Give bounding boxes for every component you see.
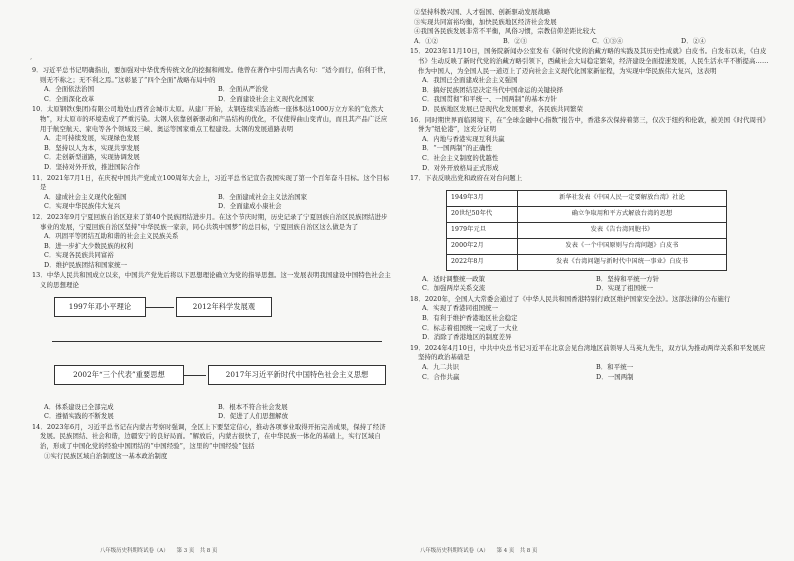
table-cell-year: 2022年8月 (447, 254, 518, 270)
question-11 (32, 174, 392, 212)
option-b: B．全面从严治党 (218, 85, 269, 94)
statement-4: ④我国各民族发展非常不平衡，风俗习惯，宗教信仰差距比较大 (414, 27, 596, 36)
option-a: A．实现了香港同祖国统一 (422, 304, 499, 313)
option-a: A．建成社会主义现代化强国 (44, 192, 127, 201)
table-cell-event: 新华社发表《中国人民一定要解放台湾》社论 (518, 190, 727, 206)
option-c: C．走创新型道路，实现协调发展 (44, 153, 140, 162)
option-c: C．我国贯彻“和平统一、一国两制”的基本方针 (422, 95, 558, 104)
table-row (447, 206, 727, 222)
flow-arrow (146, 307, 174, 308)
option-d: D．坚持对外开放，推进国际合作 (44, 162, 141, 171)
option-b: B．进一步扩大少数民族的权利 (44, 241, 134, 250)
question-stem: 16．同时期世界面临困境下，在“全球金融中心指数”报告中，香港多次保持着第三，仅次于纽约和伦敦，被美国《时代周刊》誉为“纽伦港”，这充分证明 (410, 115, 770, 134)
option-c: C．实现中华民族伟大复兴 (44, 202, 121, 211)
table-row (447, 254, 727, 270)
theory-flow-diagram (32, 291, 392, 403)
question-10 (32, 105, 392, 172)
flow-box-2017: 2017年习近平新时代中国特色社会主义思想 (208, 365, 386, 385)
option-c: C．实现各民族共同富裕 (44, 251, 114, 260)
option-c: C．①③④ (592, 36, 623, 45)
question-stem: 17．下表反映出党和政府在对台问题上 (410, 174, 523, 183)
option-a: A．①② (414, 36, 439, 45)
option-a: A．内地与香港实现互利共赢 (422, 134, 505, 143)
option-a: A．体系建设已全部完成 (44, 402, 114, 411)
flow-box-2002: 2002年“三个代表”重要思想 (54, 365, 184, 385)
table-row (447, 222, 727, 238)
option-c: C．社会主义制度的优越性 (422, 153, 499, 162)
table-cell-event: 发表《一个中国原则与台湾问题》白皮书 (518, 238, 727, 254)
option-d: D．②④ (681, 36, 706, 45)
question-stem: 15．2023年11月10日，国务院新闻办公室发布《新时代党的治藏方略的实践及其历史性成就》白皮书。自发布以来，《白皮书》生动反映了新时代党的治藏方略引领下，西藏社会大局稳定繁荣，经济建设全面提速发展，人民生活水平不断提高……作为中国人，为全国人民一道迈上了迈向社会主义现代化国家新征程，为实现中华民族伟大复兴，这表明 (410, 47, 769, 75)
table-cell-event: 发表《告台湾同胞书》 (518, 222, 727, 238)
option-a: A．走可持续发展，实现绿色发展 (44, 134, 140, 143)
page-mark: , (30, 53, 33, 61)
question-13 (32, 271, 392, 421)
statement-1: ①实行民族区域自治制度这一基本政治制度 (44, 451, 168, 460)
table-cell-year: 1949年3月 (447, 190, 518, 206)
question-19 (410, 344, 770, 382)
option-d: D．促进了人们思想解放 (218, 412, 289, 421)
table-cell-year: 20世纪50年代 (447, 206, 518, 222)
table-cell-event: 发表《台湾问题与新时代中国统一事业》白皮书 (518, 254, 727, 270)
question-14 (32, 423, 392, 461)
table-cell-year: 2000年2月 (447, 238, 518, 254)
option-d: D．实现了祖国统一 (596, 284, 654, 293)
option-d: D．民族地区发展已是现代化发展要求，各民族共同繁荣 (422, 104, 583, 113)
question-stem: 14．2023年6月，习近平总书记在内蒙古考察时强调，全区上下要坚定信心，推动各项事业取得开拓完善成果，保持了经济发展。民族团结、社会和谐，边疆安宁的良好局面。“解放后，内蒙古很快了，在中华民族一体化的基础上，实行区域自治，形成了中国化党的经验中国团结的“中国经验”，这里的“中国经验”包括 (32, 422, 386, 451)
option-d: D．全面建成小康社会 (218, 202, 282, 211)
option-d: D．全面建设社会主义现代化国家 (218, 94, 315, 103)
option-b: B．和平统一 (596, 363, 634, 372)
option-c: C．全面深化改革 (44, 94, 95, 103)
right-column (410, 8, 770, 383)
table-cell-year: 1979年元旦 (447, 222, 518, 238)
question-stem: 9．习近平总书记明确指出，要加强对中华优秀传统文化的挖掘和阐发。他曾在著作中引用古典名句：“适今而行，伯利于世，则无不称之；无不利之焉。”这彰显了“四个全面”战略布局中的 (32, 66, 391, 84)
option-c: C．加强两岸关系交流 (422, 284, 486, 293)
question-stem: 19．2024年4月10日，中共中央总书记习近平在北京会见台湾地区前领导人马英九先生，双方认为推动两岸关系和平发展应坚持的政治基础是 (410, 343, 766, 362)
option-c: C．合作共赢 (422, 372, 460, 381)
taiwan-policy-table (446, 190, 727, 271)
statement-3: ③实现共同富裕均衡，加快民族地区经济社会发展 (414, 17, 557, 26)
option-d: D．一国两制 (596, 372, 634, 381)
option-a: A．适时调整统一政策 (422, 274, 486, 283)
page-footer-right: 八年级历史科期终试卷（A） 第 4 页 共 8 页 (420, 548, 538, 554)
question-stem: 10．太原钢铁(集团)有限公司地处山西省会城市太原。从建厂开始，太钢连续采选冶炼一座体积达1000万立方米的“危然大物”，对太原市的环境造成了严重污染。太钢人依靠创新驱动和产品结构的优化，不仅使得曲山变青山，而且其产品广泛应用于航空航天、家电等各个领域及三峡、奥运等国家重点工程建设。太钢的发展道路表明 (32, 105, 388, 133)
flow-box-2012: 2012年科学发展观 (176, 297, 272, 317)
option-c: C．遵循实践的不断发展 (44, 412, 114, 421)
timeline-arrow (52, 341, 382, 342)
question-12 (32, 213, 392, 271)
table-row (447, 238, 727, 254)
option-a: A．全面依法治国 (44, 85, 95, 94)
question-15 (410, 47, 770, 114)
question-18 (410, 295, 770, 343)
question-stem: 11．2021年7月1日，在庆祝中国共产党成立100周年大会上，习近平总书记宣告我国实现了第一个百年奋斗目标。这个目标是 (32, 173, 390, 192)
option-b: B．根本不符合社会发展 (218, 402, 288, 411)
question-14-continued (410, 8, 770, 46)
option-d: D．维护民族团结和国家统一 (44, 260, 128, 269)
statement-2: ②坚持科教兴国、人才强国、创新驱动发展战略 (414, 8, 551, 16)
option-b: B．有利于维护香港地区社会稳定 (422, 314, 518, 323)
option-b: B．坚持以人为本，实现共享发展 (44, 143, 140, 152)
question-stem: 13．中华人民共和国成立以来，中国共产党先后将以下思想理论确立为党的指导思想。这一发展表明我国建设中国特色社会主义的思想理论 (32, 271, 391, 290)
option-c: C．标志着祖国统一完成了一大业 (422, 323, 518, 332)
flow-box-1997: 1997年邓小平理论 (54, 297, 146, 317)
table-row (447, 190, 727, 206)
option-b: B．搞好民族团结是决定当代中国命运的关键抉择 (422, 85, 564, 94)
page-footer-left: 八年级历史科期终试卷（A） 第 3 页 共 8 页 (100, 548, 218, 554)
question-9 (32, 66, 392, 104)
table-cell-event: 确立争取用和平方式解放台湾的思想 (518, 206, 727, 222)
option-a: A．九二共识 (422, 363, 460, 372)
question-stem: 18．2020年，全国人大常委会通过了《中华人民共和国香港特别行政区维护国家安全法》。这部法律的公布施行 (410, 294, 731, 303)
question-stem: 12．2023年9月宁夏回族自治区迎来了第40个民族团结进步月。在这个节庆时期，历史记录了宁夏回族自治区民族团结进步事业的发展，宁夏回族自治区坚持“中华民族一家亲，同心共筑中国梦”的总目标，宁夏回族自治区这么做是为了 (32, 212, 388, 231)
option-d: D．对外开放格局正式形成 (422, 163, 499, 172)
left-column (32, 66, 392, 462)
option-b: B．“一国两制”的正确性 (422, 144, 492, 153)
option-b: B．全面建成社会主义法治国家 (218, 192, 308, 201)
question-16 (410, 116, 770, 174)
question-17 (410, 174, 770, 294)
flow-arrow (184, 375, 206, 376)
option-a: A．我国已全面建成社会主义强国 (422, 76, 518, 85)
option-b: B．坚持和平统一方针 (596, 274, 660, 283)
option-d: D．消除了香港地区的制度差异 (422, 333, 512, 342)
option-a: A．巩固平等团结互助和谐的社会主义民族关系 (44, 232, 179, 241)
option-b: B．②③ (503, 36, 528, 45)
